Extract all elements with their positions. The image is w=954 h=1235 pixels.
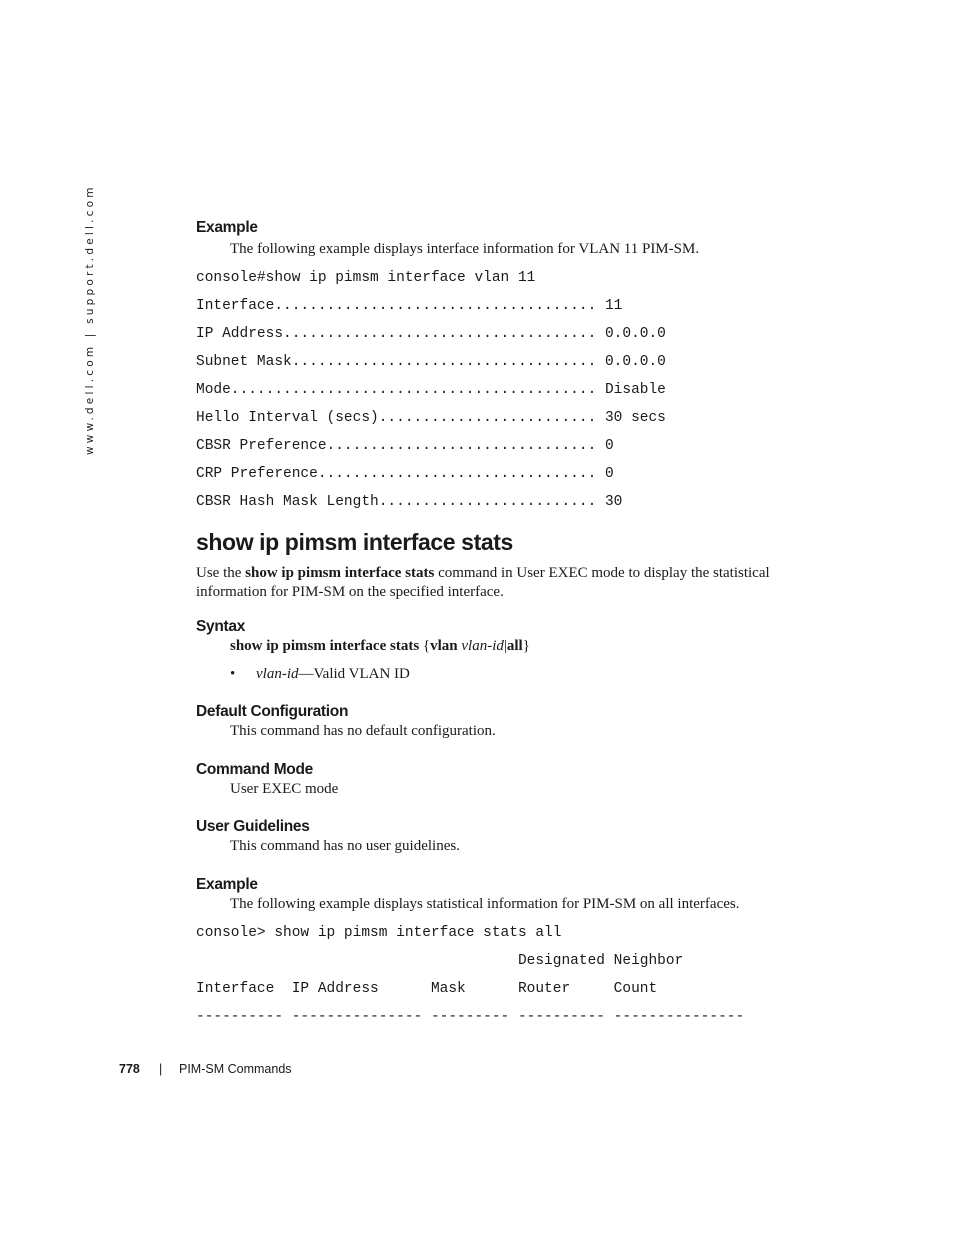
intro-text: command in User EXEC mode to display the statistical information for PIM-SM on the specified interface. bbox=[196, 565, 770, 600]
default-config-heading: Default Configuration bbox=[196, 703, 349, 720]
bullet-desc: —Valid VLAN ID bbox=[298, 666, 410, 682]
intro-command: show ip pimsm interface stats bbox=[245, 565, 435, 581]
syntax-brace: { bbox=[419, 638, 431, 654]
code-line: Mode.......................................... Disable bbox=[196, 382, 666, 398]
code-line: Interface IP Address Mask Router Count bbox=[196, 981, 658, 997]
code-line: Hello Interval (secs)......................... 30 secs bbox=[196, 410, 666, 426]
footer-separator: | bbox=[159, 1062, 163, 1076]
example-heading: Example bbox=[196, 219, 258, 236]
syntax-arg: vlan-id bbox=[457, 638, 504, 654]
example-code-block bbox=[196, 264, 796, 516]
section-intro bbox=[196, 564, 796, 602]
code-line: CBSR Hash Mask Length......................... 30 bbox=[196, 494, 623, 510]
code-line: console> show ip pimsm interface stats all bbox=[196, 925, 562, 941]
code-line: CRP Preference................................ 0 bbox=[196, 466, 614, 482]
user-guidelines-heading: User Guidelines bbox=[196, 818, 310, 835]
code-line: CBSR Preference............................... 0 bbox=[196, 438, 614, 454]
syntax-pipe: | bbox=[503, 638, 507, 654]
code-line: console#show ip pimsm interface vlan 11 bbox=[196, 270, 536, 286]
syntax-heading: Syntax bbox=[196, 618, 246, 635]
command-mode-heading: Command Mode bbox=[196, 761, 313, 778]
command-mode-text: User EXEC mode bbox=[230, 781, 339, 797]
bullet-dot: • bbox=[230, 666, 236, 682]
bullet-arg: vlan-id bbox=[256, 666, 299, 682]
code-line: Subnet Mask................................... 0.0.0.0 bbox=[196, 354, 666, 370]
default-config-text: This command has no default configuration. bbox=[230, 723, 496, 739]
footer-section: PIM-SM Commands bbox=[179, 1062, 292, 1076]
code-line: ---------- --------------- --------- ---------- --------------- bbox=[196, 1009, 745, 1025]
section-title: show ip pimsm interface stats bbox=[196, 529, 513, 555]
syntax-line bbox=[230, 637, 796, 656]
side-url: www.dell.com | support.dell.com bbox=[84, 184, 96, 455]
intro-text: Use the bbox=[196, 565, 246, 581]
example-description: The following example displays statistical information for PIM-SM on all interfaces. bbox=[230, 896, 740, 912]
code-line: Interface..................................... 11 bbox=[196, 298, 623, 314]
code-line: Designated Neighbor bbox=[196, 953, 684, 969]
syntax-command: show ip pimsm interface stats bbox=[230, 638, 420, 654]
example-description: The following example displays interface information for VLAN 11 PIM-SM. bbox=[230, 241, 700, 257]
syntax-vlan-keyword: vlan bbox=[430, 638, 458, 654]
example-heading: Example bbox=[196, 876, 258, 893]
user-guidelines-text: This command has no user guidelines. bbox=[230, 838, 460, 854]
syntax-bullet bbox=[230, 665, 796, 684]
syntax-brace: } bbox=[522, 638, 530, 654]
page-content bbox=[196, 218, 796, 1031]
syntax-all-keyword: all bbox=[506, 638, 523, 654]
code-line: IP Address.................................... 0.0.0.0 bbox=[196, 326, 666, 342]
page-number: 778 bbox=[119, 1062, 140, 1076]
example-code-block bbox=[196, 919, 796, 1031]
bullet-text bbox=[256, 665, 410, 684]
